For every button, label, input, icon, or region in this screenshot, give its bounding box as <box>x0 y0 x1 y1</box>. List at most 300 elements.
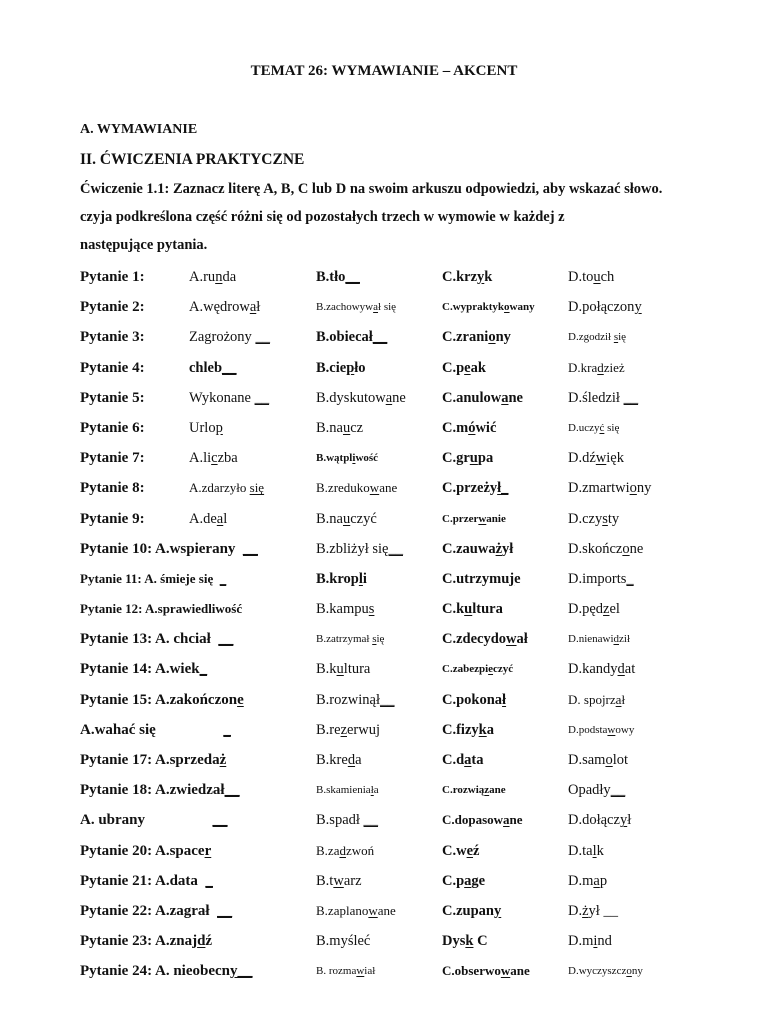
option-b <box>316 780 379 800</box>
option-d-post: p <box>599 872 608 889</box>
option-c-pre: Dys <box>442 933 466 950</box>
option-c-pre: C.zrani <box>442 329 489 346</box>
option-d-pre: D. <box>568 902 583 919</box>
question-row <box>80 564 760 594</box>
option-a-underlined: ż <box>219 752 227 768</box>
question-label: Pytanie 13: A. chciał __ <box>80 631 234 648</box>
question-row <box>80 836 760 866</box>
option-d-post: ny <box>636 480 652 497</box>
instruction-line-3: następujące pytania. <box>80 237 208 253</box>
question-row <box>80 594 760 624</box>
option-d-underlined: ć <box>599 421 605 434</box>
question-row <box>80 896 760 926</box>
option-b-underlined: __ <box>345 269 360 285</box>
option-c-underlined: j <box>509 570 515 587</box>
option-c-post: ź <box>473 842 480 859</box>
option-d <box>568 388 638 408</box>
option-b-underlined: w <box>369 480 380 496</box>
page-title: TEMAT 26: WYMAWIANIE – AKCENT <box>250 63 518 79</box>
option-c <box>442 478 508 498</box>
option-b-post: ltura <box>343 661 371 678</box>
option-b-underlined: i <box>352 452 356 465</box>
option-d-post: ył __ <box>588 902 618 919</box>
option-c <box>442 659 513 679</box>
option-d-underlined: w <box>607 723 616 736</box>
option-d <box>568 931 612 951</box>
option-d-underlined: o <box>622 540 630 557</box>
option-a <box>237 692 244 708</box>
option-b-pre: B.cie <box>316 359 347 376</box>
option-d-pre: D.kandy <box>568 661 618 678</box>
option-c-pre: C.anulow <box>442 389 502 406</box>
option-b <box>316 931 370 951</box>
option-c <box>442 448 493 468</box>
option-b <box>316 599 374 619</box>
option-b-underlined: z <box>340 721 347 738</box>
option-c-post: wany <box>509 301 535 314</box>
option-d-pre: D.kra <box>568 359 598 375</box>
question-row <box>80 775 760 805</box>
option-c-underlined: a <box>464 752 472 768</box>
option-c-post: a <box>486 721 494 738</box>
option-c-pre: C.przeży <box>442 480 498 497</box>
option-d <box>568 810 631 830</box>
option-b-underlined: __ <box>363 812 379 829</box>
option-c <box>442 509 506 529</box>
question-row <box>80 745 760 775</box>
option-c-underlined: y <box>493 902 502 919</box>
option-b-post: a <box>355 752 362 768</box>
option-b-pre: B.rozwinął <box>316 691 381 708</box>
question-label: Pytanie 11: A. śmieje się _ <box>80 570 227 586</box>
option-d-underlined: o <box>605 752 613 768</box>
option-d-pre: D.zgodził <box>568 331 614 344</box>
question-label: Pytanie 12: A.sprawiedliwość <box>80 601 243 617</box>
section-heading-a: A. WYMAWIANIE <box>80 122 198 137</box>
question-label: Pytanie 14: A.wiek_ <box>80 661 208 678</box>
option-a <box>200 661 208 677</box>
option-b-underlined: l <box>358 570 363 587</box>
option-d-post: k <box>596 842 604 859</box>
option-b-pre: B.zachowyw <box>316 301 374 314</box>
option-c <box>442 569 521 589</box>
option-c <box>442 750 484 770</box>
option-d-underlined: ż <box>582 902 589 919</box>
option-d <box>568 901 618 921</box>
option-b-post: cz <box>350 419 364 436</box>
option-b-pre: B.t <box>316 872 334 889</box>
question-label: Pytanie 18: A.zwiedzał__ <box>80 782 240 799</box>
option-d <box>568 780 625 800</box>
option-a-underlined: c <box>211 450 218 467</box>
option-b-underlined: d <box>347 752 356 768</box>
option-c-pre: C.przer <box>442 512 479 525</box>
option-b-post: wość <box>355 452 379 465</box>
option-b-underlined: u <box>336 661 344 678</box>
option-a-post: l <box>223 510 228 527</box>
option-c-underlined: a <box>503 812 510 828</box>
option-a <box>189 267 236 287</box>
option-d-pre: D.śledził <box>568 389 624 406</box>
option-d-pre: D.dołącz <box>568 812 620 829</box>
option-d <box>568 599 620 619</box>
option-b <box>316 267 360 287</box>
option-d-post: ne <box>629 540 644 557</box>
option-d <box>568 841 604 861</box>
option-c <box>442 810 523 830</box>
option-a-pre: chleb <box>189 359 223 376</box>
option-d-underlined: z <box>603 601 610 618</box>
option-b-post: ne <box>392 389 406 406</box>
option-d <box>568 539 643 559</box>
option-c-post: ta <box>471 752 484 768</box>
option-c-post: ane <box>489 784 506 797</box>
option-b <box>316 659 370 679</box>
option-b-post: ane <box>377 902 396 918</box>
question-row <box>80 292 760 322</box>
question-row <box>80 956 760 986</box>
option-d-pre: Opadły <box>568 782 611 799</box>
option-d-underlined: d <box>597 359 604 375</box>
option-b-pre: B.spadł <box>316 812 364 829</box>
option-a-underlined: a <box>216 510 224 527</box>
option-c-post: k <box>484 269 493 285</box>
option-c <box>442 871 485 891</box>
option-c-pre: C.dopasow <box>442 812 504 828</box>
option-a-post: da <box>222 269 237 285</box>
question-label: Pytanie 7: <box>80 450 145 467</box>
question-label: Pytanie 1: <box>80 269 145 285</box>
option-c-underlined: ż <box>495 540 503 557</box>
option-b <box>316 448 378 468</box>
option-b-pre: B.obiecał <box>316 329 373 346</box>
option-d-underlined: d <box>613 633 620 646</box>
option-c-underlined: w <box>500 963 511 979</box>
option-b <box>316 297 396 317</box>
option-d-post: ię <box>618 331 627 344</box>
option-a-pre: Zagrożony <box>189 329 256 346</box>
question-label: Pytanie 10: A.wspierany __ <box>80 540 258 557</box>
option-b <box>316 388 406 408</box>
option-d-underlined: a <box>593 872 600 889</box>
option-a-underlined: __ <box>224 782 240 799</box>
option-a-underlined: __ <box>222 359 237 376</box>
option-d-post: ł <box>621 691 626 707</box>
option-c-pre: C.p <box>442 872 465 889</box>
option-a-underlined: _ <box>223 721 231 738</box>
option-b-underlined: ł <box>370 784 374 797</box>
option-c <box>442 539 513 559</box>
option-c <box>442 690 506 710</box>
question-row <box>80 413 760 443</box>
option-b-pre: B.myśleć <box>316 933 371 950</box>
question-label: Pytanie 9: <box>80 510 145 527</box>
option-d-pre: D.podsta <box>568 723 608 736</box>
option-a-pre: Wykonane <box>189 389 255 406</box>
option-d-underlined: a <box>615 691 622 707</box>
option-b-pre: B.krop <box>316 570 359 587</box>
option-c-underlined: e <box>466 842 474 859</box>
option-d-post: el <box>609 601 620 618</box>
option-c <box>442 297 535 317</box>
option-d-pre: D.zmartwi <box>568 480 630 497</box>
option-b-pre: B.k <box>316 661 337 678</box>
option-b-post: czyć <box>350 510 377 527</box>
instruction-line-1: Ćwiczenie 1.1: Zaznacz literę A, B, C lub D na swoim arkuszu odpowiedzi, aby wskazać słowo. <box>80 181 663 197</box>
question-label: Pytanie 15: A.zakończone <box>80 691 244 708</box>
option-c-underlined: y <box>477 269 485 285</box>
option-d <box>568 358 625 378</box>
option-d-post: zież <box>603 359 625 375</box>
option-d-pre: D.dź <box>568 450 596 467</box>
option-c <box>442 388 523 408</box>
option-b-pre: B.na <box>316 510 343 527</box>
option-b-pre: B.za <box>316 842 340 858</box>
option-c-pre: C.pokona <box>442 691 503 708</box>
option-a-pre: A.li <box>189 450 212 467</box>
option-d-pre: D.nienawi <box>568 633 614 646</box>
option-b <box>316 841 374 861</box>
option-a <box>189 418 223 438</box>
option-d-underlined: s <box>613 331 619 344</box>
option-d-underlined: u <box>593 269 601 285</box>
option-b-underlined: a <box>373 301 379 314</box>
option-c-underlined: ł <box>502 691 507 708</box>
option-c-post: ny <box>495 329 511 346</box>
option-c-pre: C.zdecydo <box>442 631 507 648</box>
option-c-pre: C.gr <box>442 450 470 467</box>
option-c-pre: C.krz <box>442 269 478 285</box>
option-c-post: ył <box>502 540 514 557</box>
question-label: Pytanie 6: <box>80 419 145 436</box>
option-c-post: ge <box>471 872 486 889</box>
question-row <box>80 443 760 473</box>
option-b-underlined: s <box>372 633 377 646</box>
option-a <box>217 903 232 919</box>
option-a-pre: A.zdarzyło <box>189 480 250 496</box>
option-d <box>568 448 624 468</box>
option-a-underlined: a <box>249 299 257 316</box>
option-c-post: ał <box>516 631 528 648</box>
option-b <box>316 961 375 981</box>
question-label: Pytanie 4: <box>80 359 145 376</box>
option-b <box>316 720 380 740</box>
question-label: Pytanie 23: A.znajdź <box>80 933 213 950</box>
option-b-underlined: s <box>368 601 375 618</box>
option-a-pre <box>156 722 224 738</box>
option-a-pre: A.wędrow <box>189 299 250 316</box>
option-c-post: ane <box>510 963 530 979</box>
option-a-post: ł <box>256 299 261 316</box>
option-b <box>316 750 362 770</box>
option-c-underlined: u <box>469 450 478 467</box>
option-c-pre: C.utrzymu <box>442 570 510 587</box>
option-b-post: a <box>373 784 379 797</box>
option-d-post: at <box>624 661 636 678</box>
option-d-post: nd <box>597 933 612 950</box>
option-d-pre: D.m <box>568 872 594 889</box>
option-c-pre: C.w <box>442 842 467 859</box>
question-row <box>80 383 760 413</box>
option-c-pre: C.zupan <box>442 902 494 919</box>
option-b <box>316 509 377 529</box>
question-label: Pytanie 21: A.data _ <box>80 872 213 889</box>
option-d-pre: D.sam <box>568 752 606 768</box>
option-a-pre <box>145 812 213 828</box>
option-c-underlined: e <box>488 663 494 676</box>
option-b <box>316 327 387 347</box>
option-d <box>568 961 643 981</box>
instruction-line-2: czyja podkreślona część różni się od pozostałych trzech w wymowie w każdej z <box>80 209 565 225</box>
question-row <box>80 534 760 564</box>
option-d <box>568 659 635 679</box>
option-a-pre: A.ru <box>189 269 216 285</box>
option-d-post: ził <box>619 633 631 646</box>
question-label: Pytanie 20: A.spacer <box>80 842 212 859</box>
question-label: Pytanie 22: A.zagrał __ <box>80 902 233 919</box>
option-c <box>442 720 494 740</box>
option-d-post: owy <box>615 723 635 736</box>
option-c-post: C <box>473 933 488 950</box>
question-row <box>80 624 760 654</box>
option-a-underlined: się <box>249 480 265 496</box>
option-a-underlined: __ <box>212 812 228 829</box>
option-a-underlined: _ <box>199 661 208 678</box>
option-b <box>316 871 362 891</box>
option-a <box>145 812 228 828</box>
option-b-pre: B.re <box>316 721 341 738</box>
option-c <box>442 901 501 921</box>
option-d-underlined: d <box>617 661 625 678</box>
option-a-underlined: r <box>204 842 212 859</box>
option-b-underlined: a <box>385 389 393 406</box>
option-c-underlined: z <box>484 784 490 797</box>
option-c-underlined: a <box>501 389 509 406</box>
option-d-underlined: o <box>629 480 637 497</box>
option-d-post: ty <box>607 510 620 527</box>
option-c-underlined: ó <box>468 419 476 436</box>
option-b-post: zwoń <box>345 842 375 858</box>
option-c <box>442 418 496 438</box>
option-a <box>189 358 237 378</box>
option-d <box>568 267 614 287</box>
option-d-underlined: y <box>634 299 642 316</box>
option-c-underlined: ł_ <box>497 480 509 497</box>
option-b <box>316 690 395 710</box>
option-c-underlined: u <box>464 601 473 618</box>
option-a-pre: A.de <box>189 510 217 527</box>
option-c-post: pa <box>477 450 494 467</box>
option-c-pre: C.wypraktyk <box>442 301 505 314</box>
option-c <box>442 358 486 378</box>
option-d <box>568 509 619 529</box>
option-a-underlined: __ <box>255 329 270 346</box>
option-a-underlined: __ <box>217 902 233 919</box>
option-b-underlined: p <box>346 359 355 376</box>
option-c <box>442 841 479 861</box>
option-b-pre: B.na <box>316 419 343 436</box>
option-c-underlined: w <box>478 512 487 525</box>
option-c <box>442 629 528 649</box>
option-a-underlined: y__ <box>230 963 253 980</box>
question-row <box>80 504 760 534</box>
option-d-post: się <box>604 421 620 434</box>
option-b-pre: B.skamienia <box>316 784 371 797</box>
option-a-underlined: d <box>197 933 206 950</box>
option-a-underlined: _ <box>205 872 213 889</box>
option-b-underlined: w <box>333 872 344 889</box>
option-b-underlined: u <box>342 419 351 436</box>
option-a-post: ź <box>205 933 213 950</box>
option-c-post: czyć <box>493 663 514 676</box>
option-b-underlined: d <box>339 842 346 858</box>
option-d-underlined: y <box>619 812 628 829</box>
question-row <box>80 322 760 352</box>
option-d-underlined: __ <box>623 389 639 406</box>
option-d <box>568 720 634 740</box>
option-c-post: ltura <box>472 601 503 618</box>
question-label: Pytanie 2: <box>80 299 145 316</box>
option-c-post: ne <box>508 389 523 406</box>
option-d-underlined: i <box>593 933 598 950</box>
question-row <box>80 685 760 715</box>
option-c-pre: C.zabezpi <box>442 663 489 676</box>
option-a <box>189 448 238 468</box>
option-a-post: zba <box>217 450 238 467</box>
option-d-pre: D. spojrz <box>568 691 616 707</box>
question-table <box>80 262 760 987</box>
option-d <box>568 297 642 317</box>
option-b-pre: B.wątpl <box>316 452 353 465</box>
option-b-pre: B.kampu <box>316 601 369 618</box>
option-d-pre: D.skończ <box>568 540 623 557</box>
option-a <box>205 873 213 889</box>
option-d-underlined: s <box>602 510 608 527</box>
option-d <box>568 871 607 891</box>
option-a <box>197 933 212 949</box>
question-label: A.wahać się _ <box>80 721 231 738</box>
option-a <box>189 509 227 529</box>
option-d <box>568 750 628 770</box>
question-row <box>80 353 760 383</box>
option-b <box>316 629 384 649</box>
option-a <box>189 388 269 408</box>
option-b-pre: B.zbliżył się <box>316 540 389 557</box>
option-b-underlined: __ <box>388 540 403 557</box>
option-c-pre: C.rozwią <box>442 784 485 797</box>
option-d <box>568 327 626 347</box>
question-row <box>80 805 760 835</box>
option-b-post: ł się <box>378 301 397 314</box>
option-d-pre: D.m <box>568 933 594 950</box>
option-a <box>218 631 233 647</box>
question-label: A. ubrany __ <box>80 812 228 829</box>
option-b <box>316 810 378 830</box>
question-row <box>80 262 760 292</box>
question-label: Pytanie 5: <box>80 389 145 406</box>
question-label: Pytanie 24: A. nieobecny__ <box>80 963 253 980</box>
option-b-underlined: w <box>368 902 378 918</box>
option-c-post: wić <box>475 419 497 436</box>
option-d-underlined: l <box>592 842 597 859</box>
option-b <box>316 539 403 559</box>
option-b-pre: B.dyskutow <box>316 389 386 406</box>
option-c-pre: C.k <box>442 601 465 618</box>
option-d-underlined: __ <box>610 782 626 799</box>
option-c <box>442 961 530 981</box>
option-d-underlined: w <box>595 450 607 467</box>
option-b-underlined: u <box>342 510 351 527</box>
